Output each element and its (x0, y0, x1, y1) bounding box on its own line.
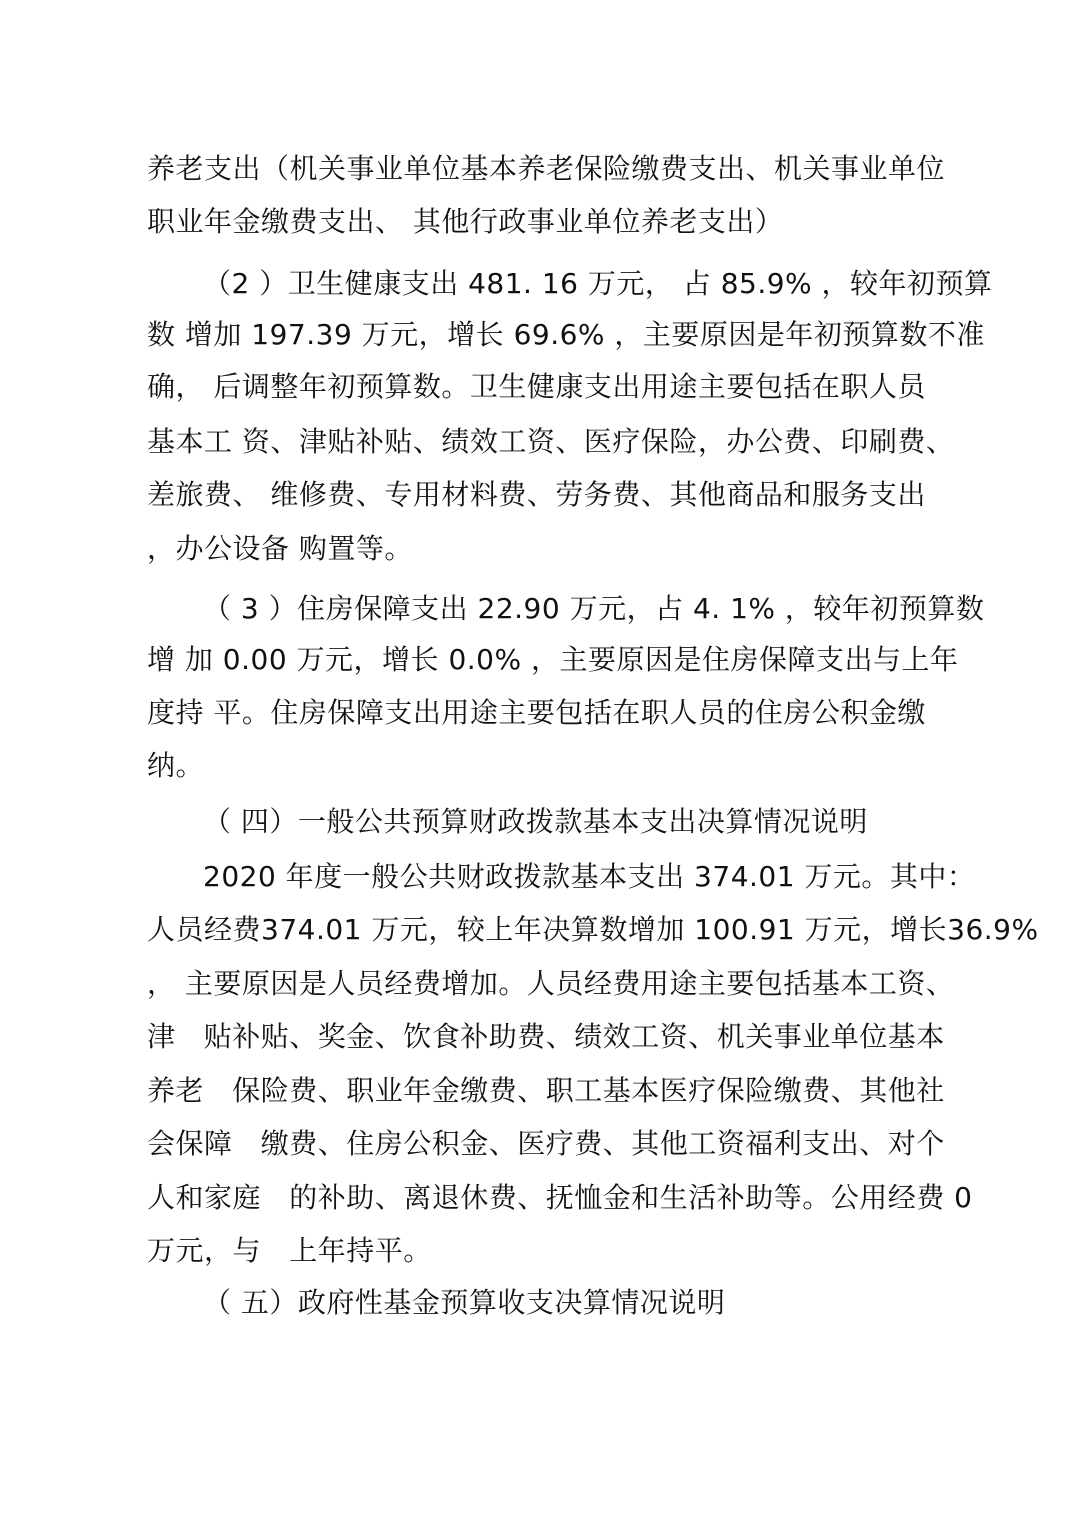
text-line: 2020 年度一般公共财政拨款基本支出 374.01 万元。其中： (203, 860, 976, 893)
text-line: ， 主要原因是人员经费增加。人员经费用途主要包括基本工资、 (147, 967, 955, 1000)
text-line: 增 加 0.00 万元，增长 0.0% ，主要原因是住房保障支出与上年 (147, 643, 959, 676)
text-line: 津 贴补贴、奖金、饮食补助费、绩效工资、机关事业单位基本 (147, 1020, 945, 1053)
text-line: 养老支出（机关事业单位基本养老保险缴费支出、机关事业单位 (147, 152, 946, 185)
section-heading: （ 四）一般公共预算财政拨款基本支出决算情况说明 (203, 805, 868, 838)
section-heading: （ 五）政府性基金预算收支决算情况说明 (203, 1286, 726, 1319)
text-line: 万元，与 上年持平。 (147, 1234, 432, 1267)
text-line: ，办公设备 购置等。 (147, 532, 413, 565)
text-line: 纳。 (147, 749, 205, 782)
text-line: 养老 保险费、职业年金缴费、职工基本医疗保险缴费、其他社 (147, 1074, 945, 1107)
text-line: 会保障 缴费、住房公积金、医疗费、其他工资福利支出、对个 (147, 1127, 945, 1160)
text-line: 度持 平。住房保障支出用途主要包括在职人员的住房公积金缴 (147, 696, 926, 729)
text-line: （2 ）卫生健康支出 481. 16 万元， 占 85.9% ，较年初预算 (203, 267, 993, 300)
text-line: 基本工 资、津贴补贴、绩效工资、医疗保险，办公费、印刷费、 (147, 425, 955, 458)
text-line: 数 增加 197.39 万元，增长 69.6% ，主要原因是年初预算数不准 (147, 318, 985, 351)
text-line: 人和家庭 的补助、离退休费、抚恤金和生活补助等。公用经费 0 (147, 1181, 973, 1214)
text-line: 人员经费374.01 万元，较上年决算数增加 100.91 万元，增长36.9% (147, 913, 1039, 946)
text-line: （ 3 ）住房保障支出 22.90 万元，占 4. 1% ，较年初预算数 (203, 592, 985, 625)
text-line: 确， 后调整年初预算数。卫生健康支出用途主要包括在职人员 (147, 370, 926, 403)
text-line: 差旅费、 维修费、专用材料费、劳务费、其他商品和服务支出 (147, 478, 926, 511)
text-line: 职业年金缴费支出、 其他行政事业单位养老支出） (147, 205, 784, 238)
